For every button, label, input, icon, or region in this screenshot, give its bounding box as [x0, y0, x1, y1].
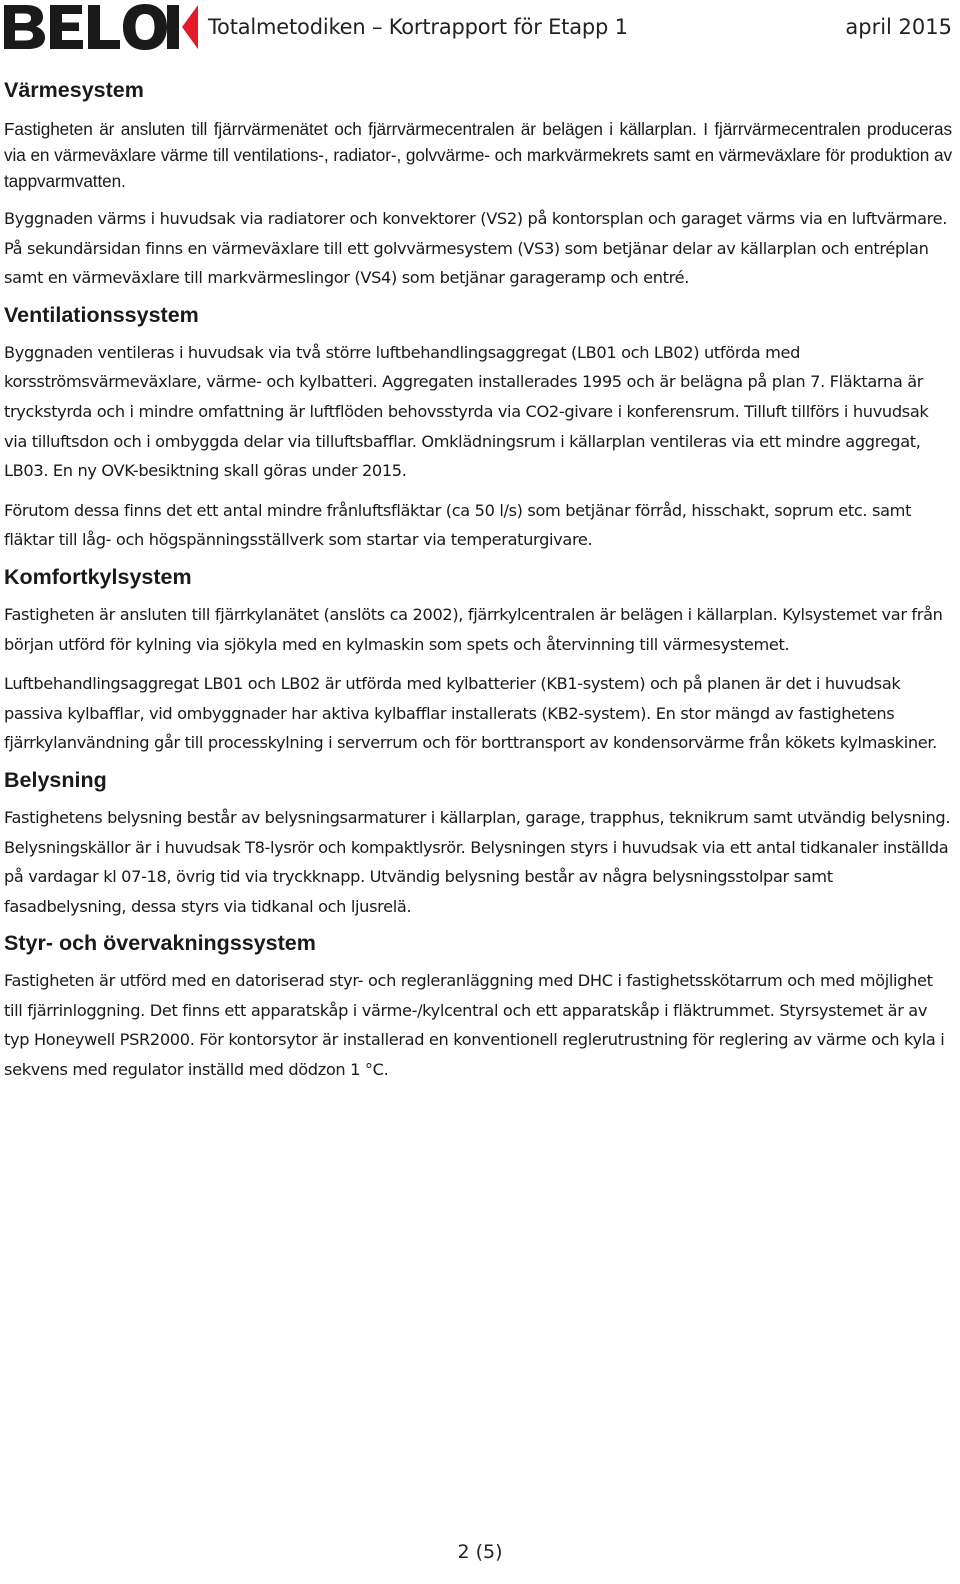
document-date: april 2015: [845, 15, 952, 39]
paragraph: Fastighetens belysning består av belysningsarmaturer i källarplan, garage, trapphus, teknikrum samt utvändig belysning. Belysningskällor är i huvudsak T8-lysrör och kompaktlysrör. Belysningen styrs i huvudsak via ett antal tidkanaler inställda på vardagar kl 07-18, övrig tid via tryckknapp. Utvändig belysning består av några belysningsstolpar samt fasadbelysning, dessa styrs via tidkanal och ljusrelä.: [4, 807, 951, 916]
section-heading: Belysning: [4, 767, 107, 792]
section-heading: Ventilationssystem: [4, 302, 199, 327]
paragraph: Byggnaden ventileras i huvudsak via två större luftbehandlingsaggregat (LB01 och LB02) utförda med korsströmsvärmeväxlare, värme- och kylbatteri. Aggregaten installerades 1995 och är belägna på plan 7. Fläktarna är tryckstyrda och i mindre omfattning är luftflöden behovsstyrda via CO2-givare i konferensrum. Tilluft tillförs i huvudsak via tilluftsdon och i ombyggda delar via tilluftsbafflar. Omklädningsrum i källarplan ventileras via ett mindre aggregat, LB03. En ny OVK-besiktning skall göras under 2015.: [4, 342, 929, 481]
paragraph: Fastigheten är ansluten till fjärrkylanätet (anslöts ca 2002), fjärrkylcentralen är belägen i källarplan. Kylsystemet var från början utförd för kylning via sjökyla med en kylmaskin som spets och återvinning till värmesystemet.: [4, 604, 943, 654]
section-komfortkylsystem: [4, 563, 952, 758]
belok-logo: [2, 4, 198, 50]
section-styr-och-overvakningssystem: [4, 929, 952, 1084]
paragraph: Fastigheten är utförd med en datoriserad styr- och regleranläggning med DHC i fastighetsskötarrum och med möjlighet till fjärrinloggning. Det finns ett apparatskåp i värme-/kylcentral och ett apparatskåp i fläktrummet. Styrsystemet är av typ Honeywell PSR2000. För kontorsytor är installerad en konventionell reglerutrustning för reglering av värme och kyla i sekvens med regulator inställd med dödzon 1 °C.: [4, 971, 945, 1080]
section-ventilationssystem: [4, 301, 952, 555]
page-number: 2 (5): [457, 1541, 503, 1563]
section-heading: Komfortkylsystem: [4, 564, 192, 589]
belok-logo-graphic: [2, 4, 198, 50]
section-belysning: [4, 766, 952, 921]
page-header: [0, 0, 960, 56]
section-heading: Styr- och övervakningssystem: [4, 931, 316, 956]
paragraph: Luftbehandlingsaggregat LB01 och LB02 är utförda med kylbatterier (KB1-system) och på planen är det i huvudsak passiva kylbafflar, vid ombyggnader har aktiva kylbafflar installerats (KB2-system). En stor mängd av fastighetens fjärrkylanvändning går till processkylning i serverrum och för borttransport av kondensorvärme från kökets kylmaskiner.: [4, 674, 937, 753]
section-varmesystem: [4, 76, 952, 293]
paragraph: Byggnaden värms i huvudsak via radiatorer och konvektorer (VS2) på kontorsplan och garaget värms via en luftvärmare. På sekundärsidan finns en värmeväxlare till ett golvvärmesystem (VS3) som betjänar delar av källarplan och entréplan samt en värmeväxlare till markvärmeslingor (VS4) som betjänar garageramp och entré.: [4, 209, 948, 288]
section-heading: Värmesystem: [4, 78, 144, 102]
paragraph: Fastigheten är ansluten till fjärrvärmenätet och fjärrvärmecentralen är belägen i källarplan. I fjärrvärmecentralen produceras via en värmeväxlare värme till ventilations-, radiator-, golvvärme- och markvärmekrets samt en värmeväxlare för produktion av tappvarmvatten.: [4, 119, 952, 191]
document-title: Totalmetodiken – Kortrapport för Etapp 1: [208, 15, 628, 39]
paragraph: Förutom dessa finns det ett antal mindre frånluftsfläktar (ca 50 l/s) som betjänar förråd, hisschakt, soprum etc. samt fläktar till låg- och högspänningsställverk som startar via temperaturgivare.: [4, 500, 912, 550]
document-body: [4, 76, 952, 1085]
